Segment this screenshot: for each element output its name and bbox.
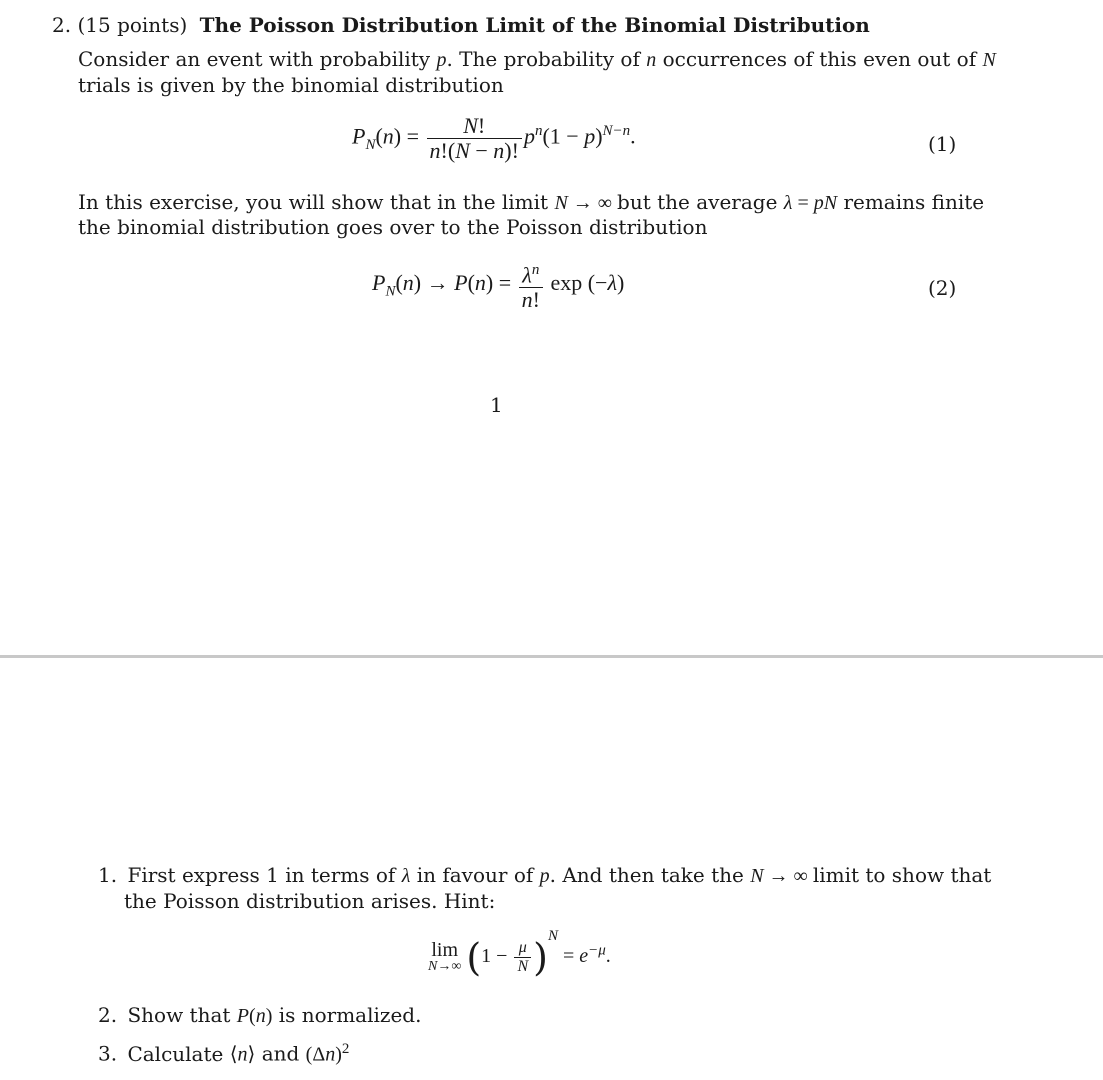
problem-title: The Poisson Distribution Limit of the Binomial Distribution <box>199 13 870 37</box>
problem-number: 2. <box>52 13 72 37</box>
problem-heading <box>52 12 870 38</box>
intro-line-1: Consider an event with probability p. The probability of n occurrences of this even out of N <box>78 47 996 71</box>
task-1-line-2: the Poisson distribution arises. Hint: <box>124 889 496 913</box>
task-2: 2. Show that P(n) is normalized. <box>98 1003 422 1027</box>
problem-points: (15 points) <box>77 13 188 37</box>
task-3: 3. Calculate ⟨n⟩ and $(\Delta n)^2$ <box>98 1041 350 1066</box>
equation-poisson: $P_N(n) \to P(n)$ = $\frac{\lambda^n}{n!}$ exp (−λ) <box>372 262 625 313</box>
equation-hint: lim N→∞ (1 − $\frac{\mu}{N}$ )$^N = e^{-\mu}$. <box>428 928 611 980</box>
limit-line-2: the binomial distribution goes over to the Poisson distribution <box>78 215 708 239</box>
equation-binomial: $P_N(n)$ = $\frac{N!}{n!(N - n)!}$ $p^n(1 - p)^{N-n}$. <box>352 113 636 163</box>
page-number: 1 <box>490 393 503 417</box>
equation-1-number: (1) <box>928 132 957 156</box>
intro-line-2: trials is given by the binomial distribution <box>78 73 504 97</box>
limit-line-1: In this exercise, you will show that in the limit N → ∞ but the average λ = pN remains finite <box>78 190 985 214</box>
equation-2-number: (2) <box>928 276 957 300</box>
page-divider <box>0 655 1103 658</box>
task-1-line-1: 1. First express 1 in terms of λ in favour of p. And then take the N → ∞ limit to show that <box>98 863 992 887</box>
